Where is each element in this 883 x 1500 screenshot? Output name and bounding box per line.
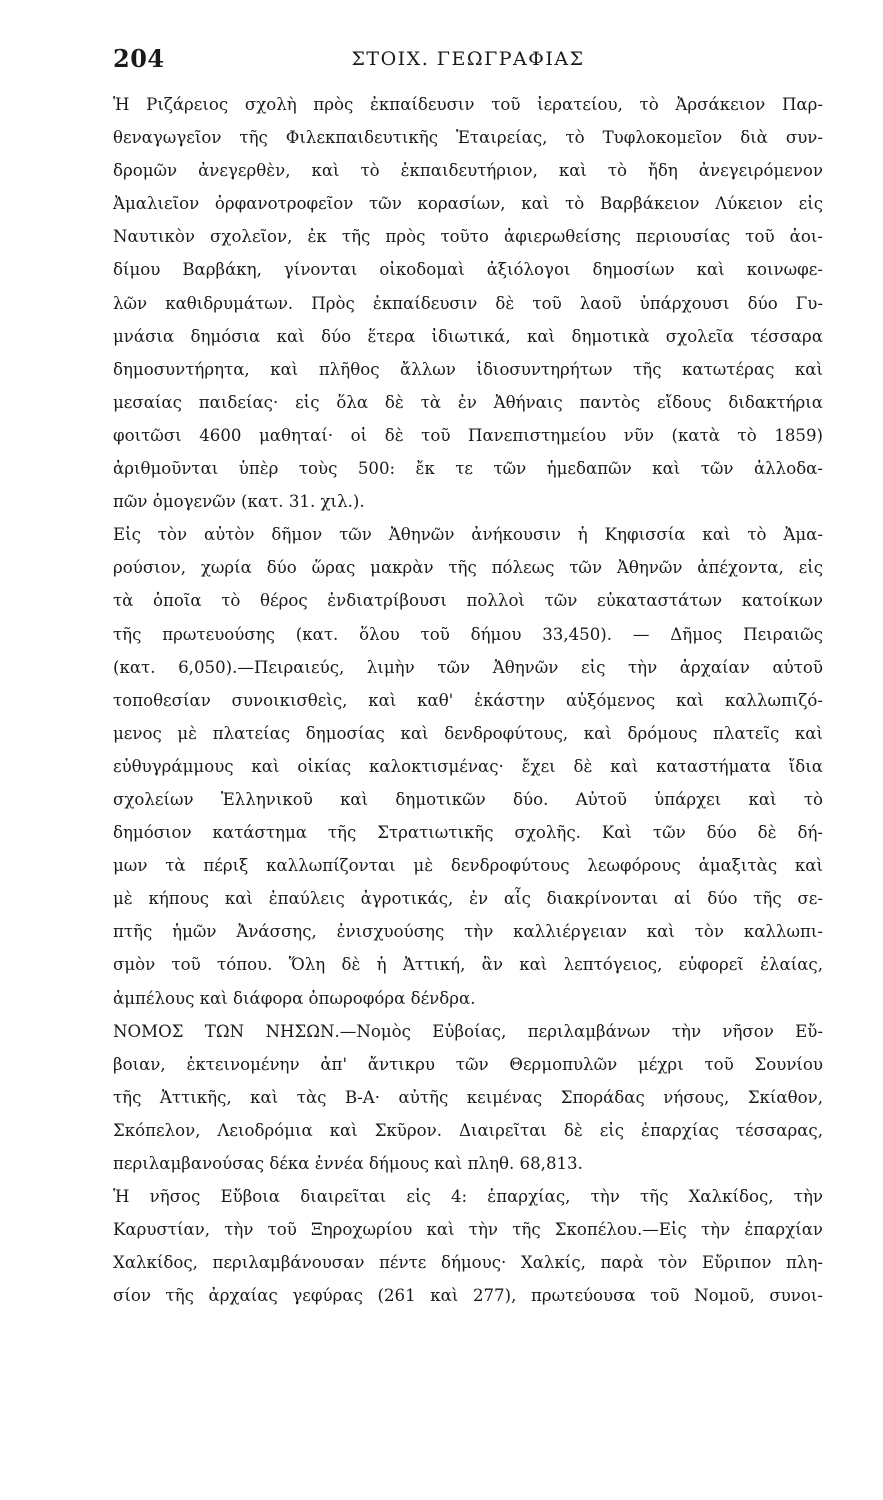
text-line: πτῆς ἡμῶν Ἀνάσσης, ἐνισχυούσης τὴν καλλιέργειαν καὶ τὸν καλλωπι- (113, 922, 823, 942)
text-line: ἀριθμοῦνται ὑπὲρ τοὺς 500: ἔκ τε τῶν ἡμεδαπῶν καὶ τῶν ἀλλοδα- (113, 459, 823, 479)
text-line: (κατ. 6,050).—Πειραιεύς, λιμὴν τῶν Ἀθηνῶν εἰς τὴν ἀρχαίαν αὐτοῦ (113, 657, 823, 677)
text-line: Σκόπελον, Λειοδρόμια καὶ Σκῦρον. Διαιρεῖται δὲ εἰς ἐπαρχίας τέσσαρας, (113, 1120, 823, 1140)
text-line: Ἡ νῆσος Εὔβοια διαιρεῖται εἰς 4: ἐπαρχίας, τὴν τῆς Χαλκίδος, τὴν (113, 1187, 823, 1207)
page-number: 204 (113, 44, 165, 73)
text-line: δίμου Βαρβάκη, γίνονται οἰκοδομαὶ ἀξιόλογοι δημοσίων καὶ κοινωφε- (113, 260, 823, 280)
text-line: τοποθεσίαν συνοικισθεὶς, καὶ καθ' ἑκάστην αὐξόμενος καὶ καλλωπιζό- (113, 690, 823, 710)
text-line: μων τὰ πέριξ καλλωπίζονται μὲ δενδροφύτους λεωφόρους ἁμαξιτὰς καὶ (113, 856, 823, 876)
text-line: μενος μὲ πλατείας δημοσίας καὶ δενδροφύτους, καὶ δρόμους πλατεῖς καὶ (113, 723, 823, 743)
text-line: σίον τῆς ἀρχαίας γεφύρας (261 καὶ 277), πρωτεύουσα τοῦ Νομοῦ, συνοι- (113, 1286, 823, 1306)
text-line: ρούσιον, χωρία δύο ὥρας μακρὰν τῆς πόλεως τῶν Ἀθηνῶν ἀπέχοντα, εἰς (113, 558, 823, 578)
text-line: εὐθυγράμμους καὶ οἰκίας καλοκτισμένας· ἔχει δὲ καὶ καταστήματα ἴδια (113, 756, 823, 776)
text-line: μνάσια δημόσια καὶ δύο ἕτερα ἰδιωτικά, καὶ δημοτικὰ σχολεῖα τέσσαρα (113, 326, 823, 346)
text-line: ἀμπέλους καὶ διάφορα ὀπωροφόρα δένδρα. (113, 988, 476, 1008)
text-line: Ἡ Ριζάρειος σχολὴ πρὸς ἐκπαίδευσιν τοῦ ἱερατείου, τὸ Ἀρσάκειον Παρ- (113, 95, 823, 114)
running-title: ΣΤΟΙΧ. ΓΕΩΓΡΑΦΙΑΣ (351, 48, 585, 70)
text-line: περιλαμβανούσας δέκα ἐννέα δήμους καὶ πληθ. 68,813. (113, 1154, 583, 1173)
text-line: μεσαίας παιδείας· εἰς ὅλα δὲ τὰ ἐν Ἀθήναις παντὸς εἴδους διδακτήρια (113, 392, 823, 412)
text-line: λῶν καθιδρυμάτων. Πρὸς ἐκπαίδευσιν δὲ τοῦ λαοῦ ὑπάρχουσι δύο Γυ- (113, 293, 823, 313)
text-line: Χαλκίδος, περιλαμβάνουσαν πέντε δήμους· Χαλκίς, παρὰ τὸν Εὔριπον πλη- (113, 1253, 823, 1273)
text-line: Ἀμαλιεῖον ὀρφανοτροφεῖον τῶν κορασίων, καὶ τὸ Βαρβάκειον Λύκειον εἰς (113, 194, 823, 214)
text-line: μὲ κήπους καὶ ἐπαύλεις ἀγροτικάς, ἐν αἷς διακρίνονται αἱ δύο τῆς σε- (113, 889, 823, 909)
text-line: Εἰς τὸν αὐτὸν δῆμον τῶν Ἀθηνῶν ἀνήκουσιν ἡ Κηφισσία καὶ τὸ Ἀμα- (113, 525, 823, 545)
text-line: φοιτῶσι 4600 μαθηταί· οἱ δὲ τοῦ Πανεπιστημείου νῦν (κατὰ τὸ 1859) (113, 425, 823, 445)
body-text (113, 88, 823, 1312)
text-line: Ναυτικὸν σχολεῖον, ἐκ τῆς πρὸς τοῦτο ἀφιερωθείσης περιουσίας τοῦ ἀοι- (113, 227, 823, 247)
text-line: σχολείων Ἑλληνικοῦ καὶ δημοτικῶν δύο. Αὐτοῦ ὑπάρχει καὶ τὸ (113, 789, 823, 809)
text-line: σμὸν τοῦ τόπου. Ὅλη δὲ ἡ Ἀττική, ἂν καὶ λεπτόγειος, εὐφορεῖ ἐλαίας, (113, 955, 823, 975)
text-line: δημόσιον κατάστημα τῆς Στρατιωτικῆς σχολῆς. Καὶ τῶν δύο δὲ δή- (113, 823, 823, 843)
text-line: θεναγωγεῖον τῆς Φιλεκπαιδευτικῆς Ἑταιρείας, τὸ Τυφλοκομεῖον διὰ συν- (113, 128, 823, 148)
text-line: τὰ ὁποῖα τὸ θέρος ἐνδιατρίβουσι πολλοὶ τῶν εὐκαταστάτων κατοίκων (113, 591, 823, 611)
text-line: τῆς Ἀττικῆς, καὶ τὰς Β-Α· αὐτῆς κειμένας Σποράδας νήσους, Σκίαθον, (113, 1087, 823, 1107)
text-line: Καρυστίαν, τὴν τοῦ Ξηροχωρίου καὶ τὴν τῆς Σκοπέλου.—Εἰς τὴν ἐπαρχίαν (113, 1220, 823, 1240)
page-header (113, 44, 823, 84)
text-line: βοιαν, ἐκτεινομένην ἀπ' ἄντικρυ τῶν Θερμοπυλῶν μέχρι τοῦ Σουνίου (113, 1054, 823, 1074)
text-line: ΝΟΜΟΣ ΤΩΝ ΝΗΣΩΝ.—Νομὸς Εὐβοίας, περιλαμβάνων τὴν νῆσον Εὔ- (113, 1021, 823, 1041)
text-line: δημοσυντήρητα, καὶ πλῆθος ἄλλων ἰδιοσυντηρήτων τῆς κατωτέρας καὶ (113, 359, 823, 379)
text-line: τῆς πρωτευούσης (κατ. ὅλου τοῦ δήμου 33,450). — Δῆμος Πειραιῶς (113, 624, 823, 644)
text-line: πῶν ὁμογενῶν (κατ. 31. χιλ.). (113, 492, 365, 512)
text-line: δρομῶν ἀνεγερθὲν, καὶ τὸ ἐκπαιδευτήριον, καὶ τὸ ἤδη ἀνεγειρόμενον (113, 161, 823, 181)
